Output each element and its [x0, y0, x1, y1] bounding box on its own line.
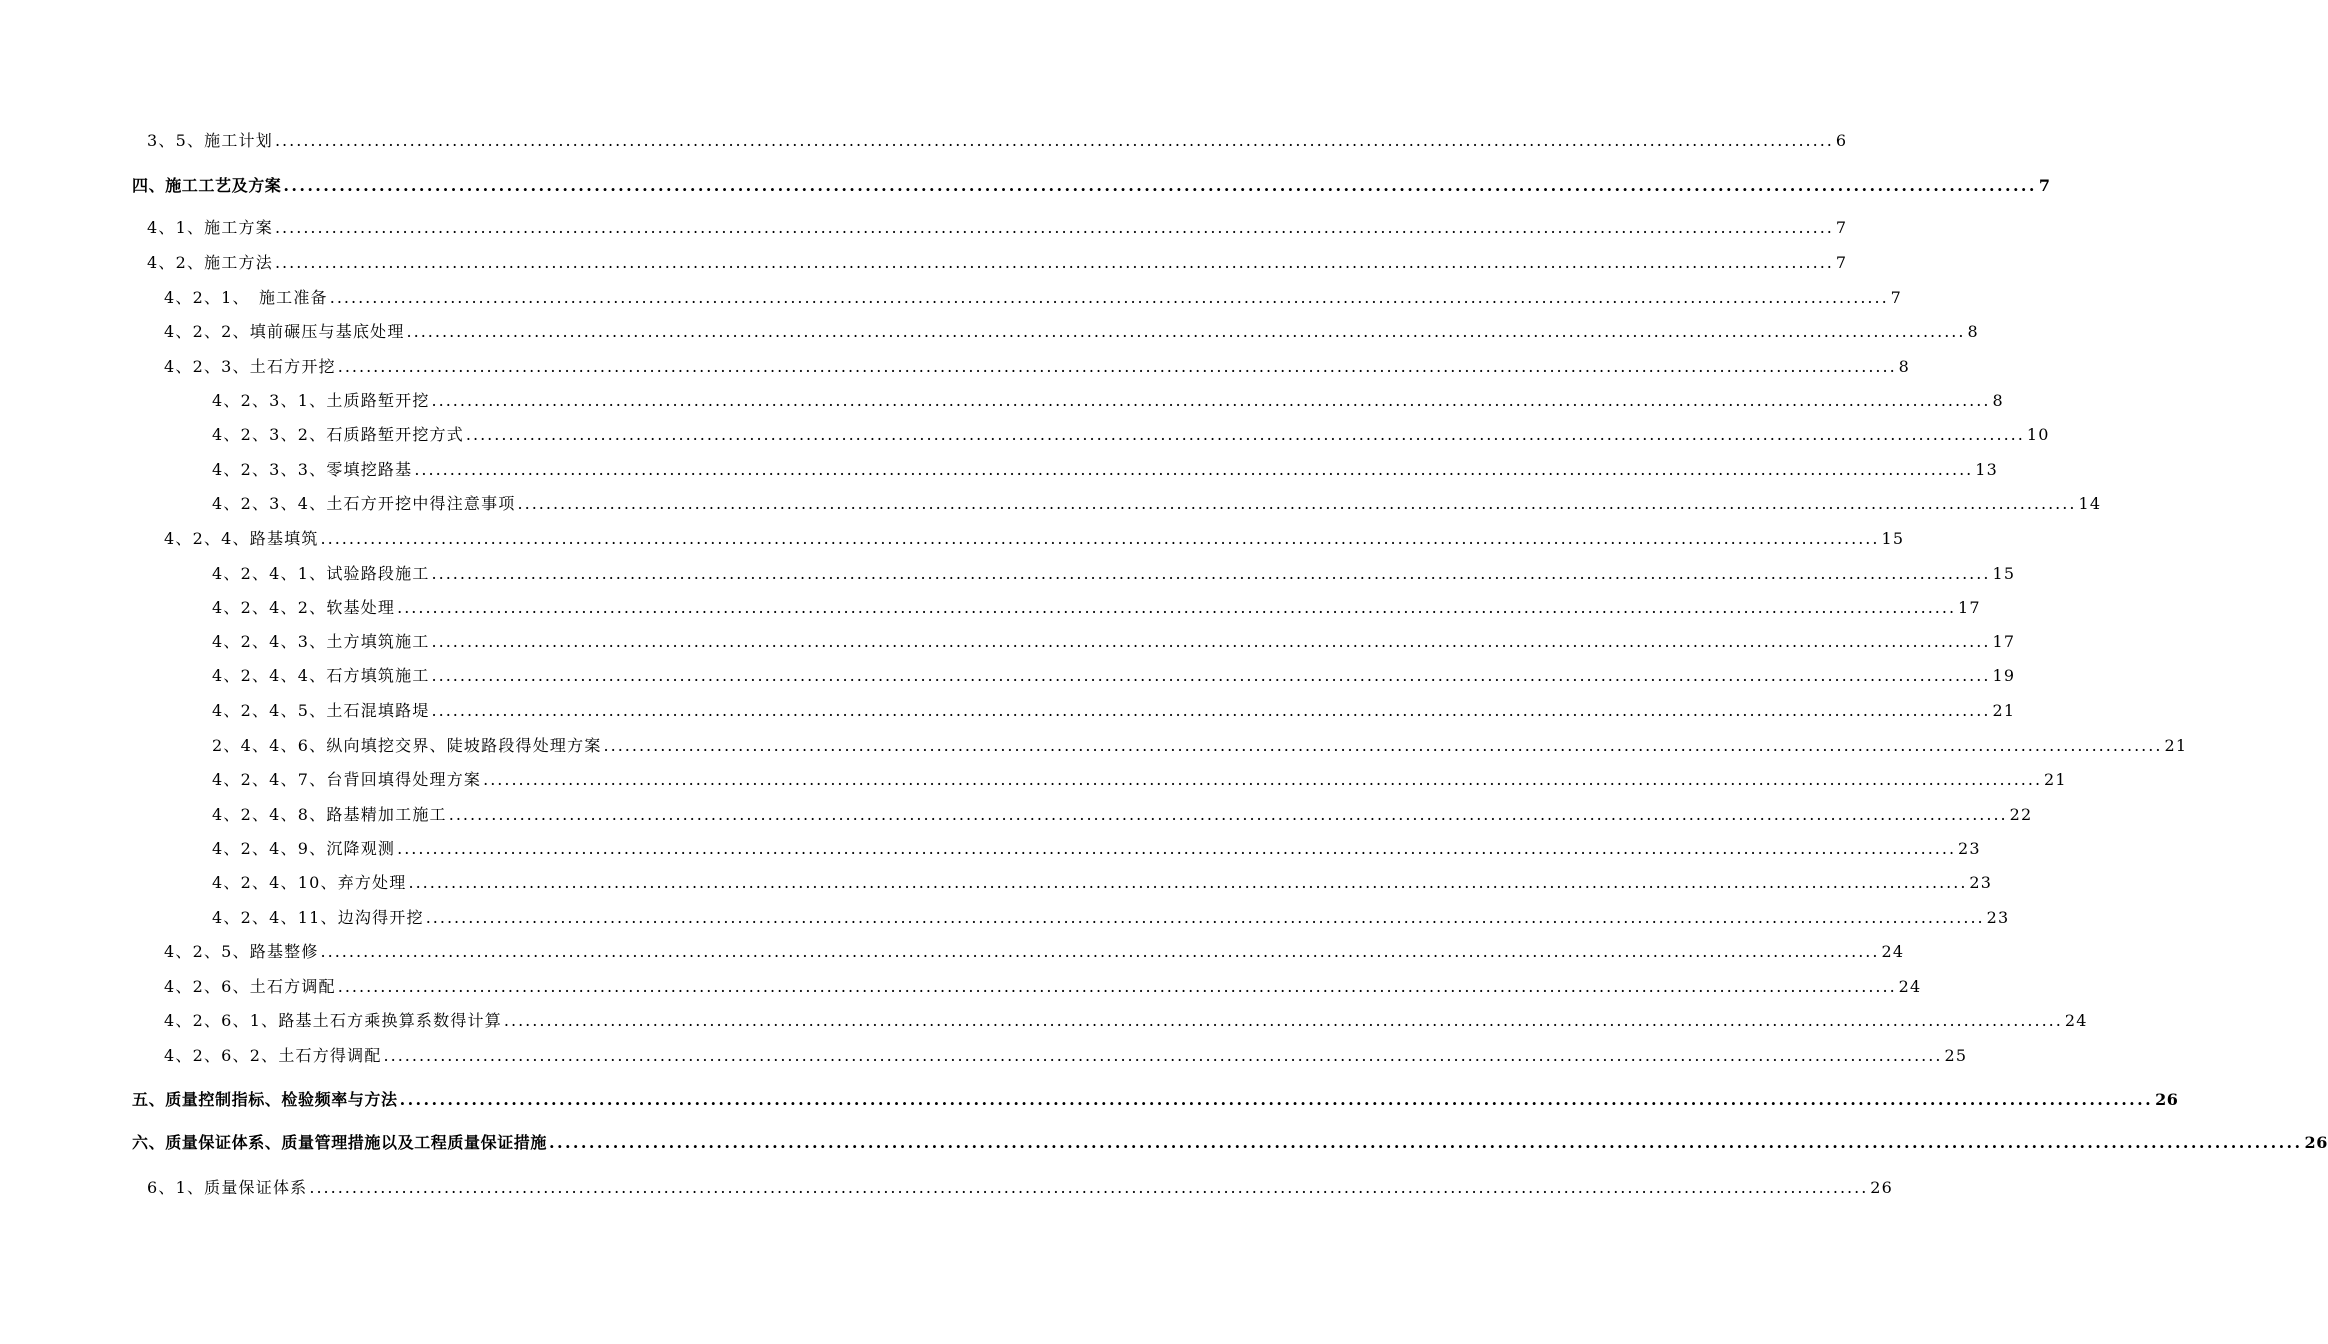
toc-page-number: 7 — [2038, 176, 2051, 195]
toc-entry-title: 4、2、2、填前碾压与基底处理 — [164, 322, 405, 341]
toc-dot-leader: ............................................................................................................................................................................................................................ — [425, 908, 1985, 927]
toc-entry[interactable] — [164, 974, 1922, 997]
toc-page-number: 14 — [2078, 494, 2102, 513]
toc-page-number: 24 — [1898, 977, 1922, 996]
toc-page-number: 19 — [1992, 666, 2016, 685]
toc-page-number: 21 — [1992, 701, 2016, 720]
toc-page-number: 24 — [1881, 942, 1905, 961]
toc-entry[interactable] — [164, 1043, 1968, 1066]
toc-entry-title: 4、2、6、1、路基土石方乘换算系数得计算 — [164, 1011, 502, 1030]
toc-entry[interactable] — [147, 250, 1848, 273]
toc-entry[interactable] — [212, 733, 2188, 756]
toc-page-number: 10 — [2026, 425, 2050, 444]
toc-entry-title: 4、2、6、土石方调配 — [164, 977, 336, 996]
toc-dot-leader: ............................................................................................................................................................................................................................ — [517, 494, 2077, 513]
toc-entry-title: 4、2、3、1、土质路堑开挖 — [212, 391, 430, 410]
toc-page-number: 6 — [1835, 131, 1848, 150]
toc-entry[interactable] — [212, 663, 2016, 686]
toc-entry[interactable] — [132, 1130, 2328, 1153]
toc-entry[interactable] — [164, 1008, 2088, 1031]
toc-entry-title: 4、2、3、土石方开挖 — [164, 357, 336, 376]
toc-page-number: 21 — [2164, 736, 2188, 755]
toc-dot-leader: ............................................................................................................................................................................................................................ — [431, 391, 1991, 410]
toc-entry[interactable] — [212, 457, 1998, 480]
toc-dot-leader: ............................................................................................................................................................................................................................ — [414, 460, 1974, 479]
toc-entry-title: 4、2、4、路基填筑 — [164, 529, 319, 548]
toc-page-number: 22 — [2009, 805, 2033, 824]
toc-entry-title: 2、4、4、6、纵向填挖交界、陡坡路段得处理方案 — [212, 736, 602, 755]
toc-dot-leader: ............................................................................................................................................................................................................................ — [274, 253, 1834, 272]
toc-entry-title: 4、2、施工方法 — [147, 253, 273, 272]
toc-dot-leader: ............................................................................................................................................................................................................................ — [549, 1133, 2303, 1152]
toc-entry-title: 4、2、4、5、土石混填路堤 — [212, 701, 430, 720]
toc-dot-leader: ............................................................................................................................................................................................................................ — [337, 357, 1897, 376]
toc-entry-title: 4、1、施工方案 — [147, 218, 273, 237]
toc-entry[interactable] — [164, 285, 1903, 308]
toc-entry[interactable] — [132, 1087, 2179, 1110]
toc-page-number: 17 — [1958, 598, 1981, 617]
toc-dot-leader: ............................................................................................................................................................................................................................ — [283, 176, 2037, 195]
toc-dot-leader: ............................................................................................................................................................................................................................ — [397, 839, 1957, 858]
toc-dot-leader: ............................................................................................................................................................................................................................ — [603, 736, 2163, 755]
toc-entry-title: 4、2、3、4、土石方开挖中得注意事项 — [212, 494, 516, 513]
toc-entry[interactable] — [147, 128, 1848, 151]
toc-entry-title: 4、2、3、2、石质路堑开挖方式 — [212, 425, 464, 444]
toc-dot-leader: ............................................................................................................................................................................................................................ — [329, 288, 1889, 307]
toc-dot-leader: ............................................................................................................................................................................................................................ — [309, 1178, 1869, 1197]
toc-entry[interactable] — [212, 561, 2016, 584]
toc-page-number: 15 — [1992, 564, 2016, 583]
toc-entry[interactable] — [164, 939, 1905, 962]
toc-dot-leader: ............................................................................................................................................................................................................................ — [431, 564, 1991, 583]
toc-page-number: 17 — [1992, 632, 2016, 651]
toc-entry-title: 4、2、4、4、石方填筑施工 — [212, 666, 430, 685]
toc-entry[interactable] — [147, 1175, 1894, 1198]
toc-dot-leader: ............................................................................................................................................................................................................................ — [274, 218, 1834, 237]
toc-entry-title: 4、2、4、1、试验路段施工 — [212, 564, 430, 583]
toc-entry[interactable] — [212, 802, 2033, 825]
toc-entry-title: 五、质量控制指标、检验频率与方法 — [132, 1090, 398, 1109]
toc-dot-leader: ............................................................................................................................................................................................................................ — [465, 425, 2025, 444]
toc-entry[interactable] — [212, 836, 1981, 859]
toc-page-number: 25 — [1944, 1046, 1968, 1065]
toc-entry-title: 4、2、3、3、零填挖路基 — [212, 460, 413, 479]
toc-page-number: 7 — [1890, 288, 1903, 307]
toc-entry-title: 3、5、施工计划 — [147, 131, 273, 150]
toc-page-number: 23 — [1969, 873, 1993, 892]
toc-page-number: 21 — [2044, 770, 2067, 789]
toc-dot-leader: ............................................................................................................................................................................................................................ — [320, 942, 1880, 961]
toc-entry[interactable] — [212, 905, 2010, 928]
toc-page-number: 26 — [2304, 1133, 2328, 1152]
toc-page-number: 26 — [1870, 1178, 1894, 1197]
toc-dot-leader: ............................................................................................................................................................................................................................ — [483, 770, 2043, 789]
toc-entry-title: 4、2、4、9、沉降观测 — [212, 839, 396, 858]
toc-page-number: 26 — [2155, 1090, 2179, 1109]
toc-page-number: 23 — [1958, 839, 1981, 858]
toc-dot-leader: ............................................................................................................................................................................................................................ — [431, 701, 1991, 720]
toc-dot-leader: ............................................................................................................................................................................................................................ — [397, 598, 1957, 617]
toc-entry-title: 4、2、4、7、台背回填得处理方案 — [212, 770, 482, 789]
toc-page-number: 8 — [1967, 322, 1979, 341]
toc-dot-leader: ............................................................................................................................................................................................................................ — [448, 805, 2008, 824]
toc-entry-title: 4、2、4、8、路基精加工施工 — [212, 805, 447, 824]
toc-entry-title: 4、2、4、2、软基处理 — [212, 598, 396, 617]
toc-dot-leader: ............................................................................................................................................................................................................................ — [406, 322, 1966, 341]
toc-entry[interactable] — [212, 388, 2004, 411]
toc-entry[interactable] — [212, 870, 1993, 893]
toc-page-number: 8 — [1992, 391, 2004, 410]
toc-page-number: 23 — [1986, 908, 2010, 927]
toc-page-number: 13 — [1975, 460, 1998, 479]
toc-entry-title: 4、2、4、3、土方填筑施工 — [212, 632, 430, 651]
toc-page-number: 15 — [1881, 529, 1905, 548]
toc-dot-leader: ............................................................................................................................................................................................................................ — [431, 632, 1991, 651]
toc-entry-title: 4、2、1、 施工准备 — [164, 288, 328, 307]
toc-entry[interactable] — [164, 354, 1911, 377]
toc-entry-title: 四、施工工艺及方案 — [132, 176, 282, 195]
toc-dot-leader: ............................................................................................................................................................................................................................ — [337, 977, 1897, 996]
toc-page-number: 8 — [1898, 357, 1911, 376]
toc-dot-leader: ............................................................................................................................................................................................................................ — [503, 1011, 2063, 1030]
toc-entry[interactable] — [147, 215, 1848, 238]
toc-entry[interactable] — [132, 173, 2051, 196]
toc-entry[interactable] — [212, 629, 2016, 652]
toc-entry[interactable] — [212, 698, 2016, 721]
toc-entry[interactable] — [212, 491, 2102, 514]
toc-dot-leader: ............................................................................................................................................................................................................................ — [399, 1090, 2154, 1109]
toc-page-number: 24 — [2064, 1011, 2088, 1030]
toc-page-number: 7 — [1835, 253, 1848, 272]
toc-entry[interactable] — [164, 319, 1979, 342]
toc-dot-leader: ............................................................................................................................................................................................................................ — [274, 131, 1834, 150]
toc-dot-leader: ............................................................................................................................................................................................................................ — [431, 666, 1991, 685]
toc-entry[interactable] — [212, 767, 2067, 790]
toc-entry-title: 4、2、4、10、弃方处理 — [212, 873, 407, 892]
toc-entry-title: 6、1、质量保证体系 — [147, 1178, 308, 1197]
toc-entry-title: 4、2、5、路基整修 — [164, 942, 319, 961]
toc-entry-title: 六、质量保证体系、质量管理措施以及工程质量保证措施 — [132, 1133, 548, 1152]
toc-dot-leader: ............................................................................................................................................................................................................................ — [383, 1046, 1943, 1065]
toc-page-number: 7 — [1835, 218, 1848, 237]
toc-entry[interactable] — [212, 595, 1981, 618]
toc-entry[interactable] — [212, 422, 2050, 445]
toc-entry-title: 4、2、4、11、边沟得开挖 — [212, 908, 424, 927]
toc-dot-leader: ............................................................................................................................................................................................................................ — [408, 873, 1968, 892]
toc-dot-leader: ............................................................................................................................................................................................................................ — [320, 529, 1880, 548]
toc-entry[interactable] — [164, 526, 1905, 549]
toc-entry-title: 4、2、6、2、土石方得调配 — [164, 1046, 382, 1065]
